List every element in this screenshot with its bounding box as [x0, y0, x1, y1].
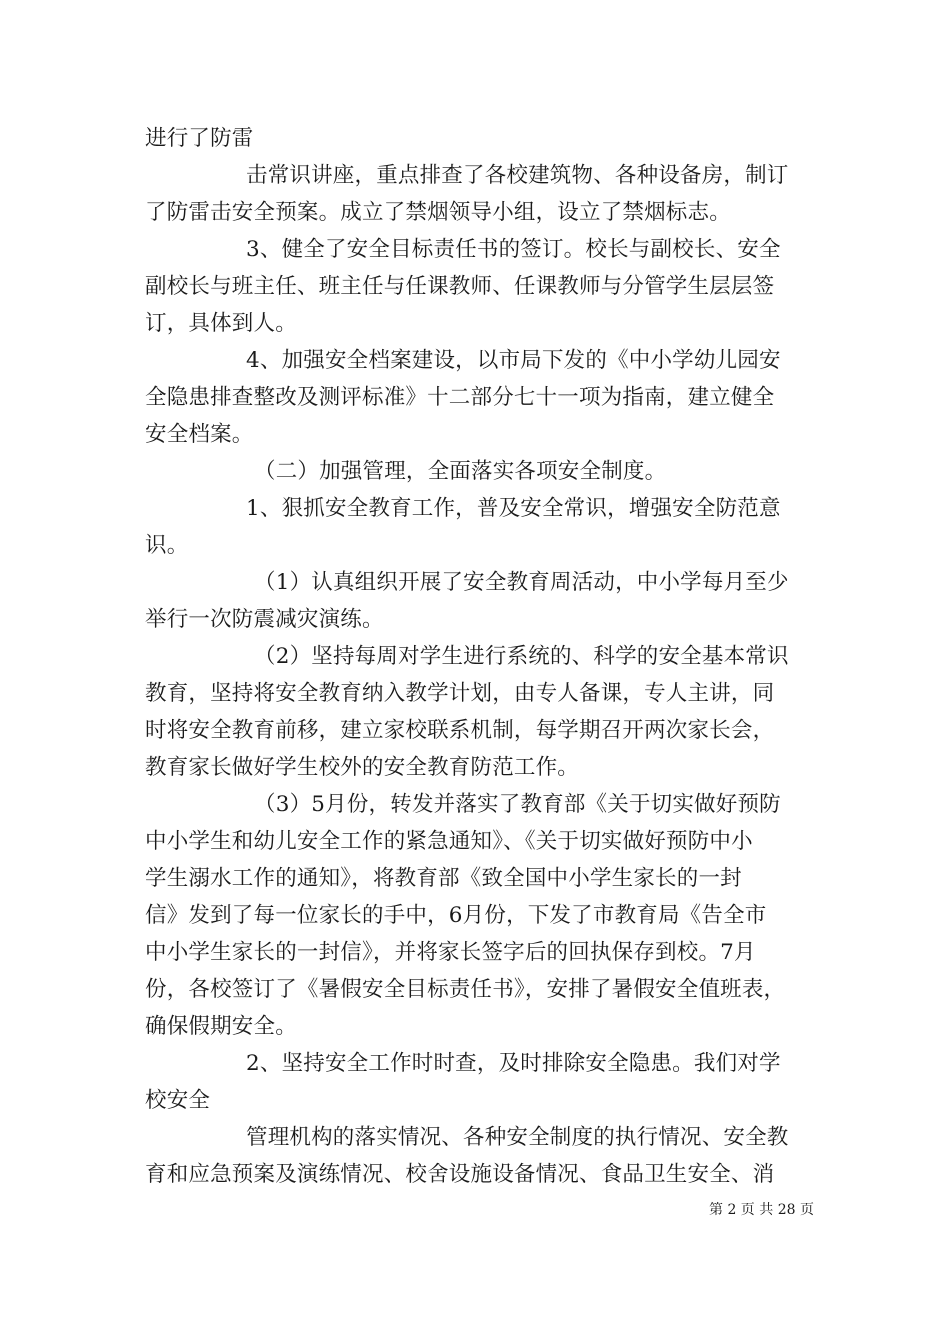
text-line-24: 份，各校签订了《暑假安全目标责任书》，安排了暑假安全值班表，	[145, 977, 786, 1002]
text-line-5: 副校长与班主任、班主任与任课教师、任课教师与分管学生层层签	[145, 274, 775, 299]
text-line-18: 教育家长做好学生校外的安全教育防范工作。	[145, 755, 580, 780]
text-line-19: （3）5月份，转发并落实了教育部《关于切实做好预防	[254, 792, 781, 817]
text-line-3: 了防雷击安全预案。成立了禁烟领导小组，设立了禁烟标志。	[145, 200, 731, 225]
text-line-9: 安全档案。	[145, 422, 254, 447]
text-line-17: 时将安全教育前移，建立家校联系机制，每学期召开两次家长会，	[145, 718, 775, 743]
text-line-6: 订，具体到人。	[145, 311, 297, 336]
text-line-2: 击常识讲座，重点排查了各校建筑物、各种设备房，制订	[246, 163, 789, 188]
text-line-15: （2）坚持每周对学生进行系统的、科学的安全基本常识	[254, 644, 789, 669]
text-line-1: 进行了防雷	[145, 126, 254, 151]
text-line-26: 2、坚持安全工作时时查，及时排除安全隐患。我们对学	[246, 1051, 781, 1076]
text-line-4: 3、健全了安全目标责任书的签订。校长与副校长、安全	[246, 237, 781, 262]
text-line-14: 举行一次防震减灾演练。	[145, 607, 384, 632]
text-line-23: 中小学生家长的一封信》，并将家长签字后的回执保存到校。7月	[145, 940, 756, 965]
text-line-22: 信》发到了每一位家长的手中，6月份，下发了市教育局《告全市	[145, 903, 767, 928]
text-line-20: 中小学生和幼儿安全工作的紧急通知》、《关于切实做好预防中小	[145, 829, 753, 854]
text-line-21: 学生溺水工作的通知》，将教育部《致全国中小学生家长的一封	[145, 866, 742, 891]
text-line-13: （1）认真组织开展了安全教育周活动，中小学每月至少	[254, 570, 789, 595]
text-line-7: 4、加强安全档案建设，以市局下发的《中小学幼儿园安	[246, 348, 781, 373]
text-line-25: 确保假期安全。	[145, 1014, 297, 1039]
text-line-11: 1、狠抓安全教育工作，普及安全常识，增强安全防范意	[246, 496, 781, 521]
text-line-27: 校安全	[145, 1088, 211, 1113]
text-line-29: 育和应急预案及演练情况、校舍设施设备情况、食品卫生安全、消	[145, 1162, 775, 1187]
text-line-8: 全隐患排查整改及测评标准》十二部分七十一项为指南，建立健全	[145, 385, 775, 410]
page-number-footer: 第 2 页 共 28 页	[709, 1202, 814, 1218]
text-line-28: 管理机构的落实情况、各种安全制度的执行情况、安全教	[246, 1125, 789, 1150]
section-heading: （二）加强管理，全面落实各项安全制度。	[254, 459, 667, 484]
text-line-16: 教育，坚持将安全教育纳入教学计划，由专人备课，专人主讲，同	[145, 681, 775, 706]
text-line-12: 识。	[145, 533, 189, 558]
document-body	[145, 120, 815, 1193]
